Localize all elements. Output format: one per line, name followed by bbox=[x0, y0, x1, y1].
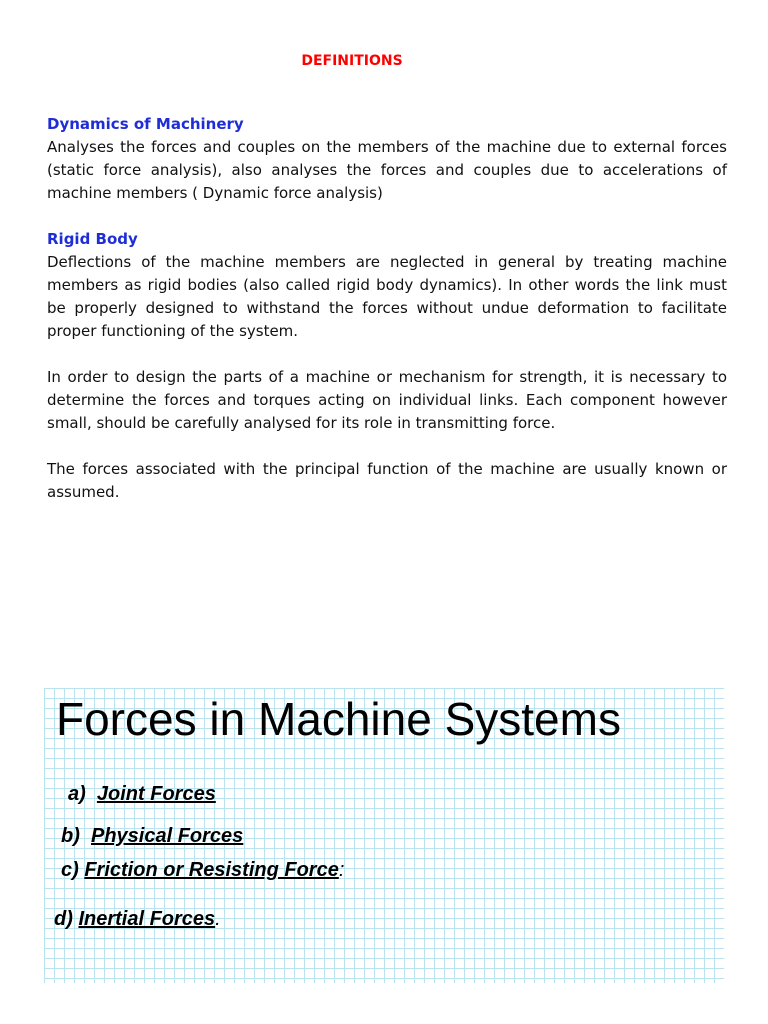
forces-slide bbox=[44, 688, 724, 983]
force-item-suffix: . bbox=[215, 908, 221, 930]
force-item-inertial bbox=[54, 908, 221, 931]
force-item-name: Friction or Resisting Force bbox=[84, 859, 339, 881]
force-item-friction bbox=[61, 859, 344, 882]
forces-title: Forces in Machine Systems bbox=[56, 693, 621, 745]
force-item-prefix: b) bbox=[61, 825, 91, 847]
section-heading: Rigid Body bbox=[47, 230, 138, 248]
section-body: Analyses the forces and couples on the members of the machine due to external forces (static force analysis), also analyses the forces and couples due to accelerations of machine members ( Dynamic force analysis) bbox=[47, 138, 727, 202]
force-item-physical bbox=[61, 825, 243, 848]
section-rigid-body bbox=[47, 228, 727, 343]
force-item-joint bbox=[68, 783, 216, 806]
paragraph: In order to design the parts of a machine or mechanism for strength, it is necessary to determine the forces and torques acting on individual links. Each component however small, should be carefully analysed for its role in transmitting force. bbox=[47, 368, 727, 432]
section-heading: Dynamics of Machinery bbox=[47, 115, 244, 133]
page-title: DEFINITIONS bbox=[301, 53, 403, 69]
force-item-name: Inertial Forces bbox=[78, 908, 216, 930]
force-item-suffix: : bbox=[338, 859, 345, 881]
force-item-prefix: a) bbox=[68, 783, 97, 805]
paragraph: The forces associated with the principal function of the machine are usually known or assumed. bbox=[47, 460, 727, 501]
section-body: Deflections of the machine members are neglected in general by treating machine members as rigid bodies (also called rigid body dynamics). In other words the link must be properly designed to withstand the forces without undue deformation to facilitate proper functioning of the system. bbox=[47, 253, 727, 340]
force-item-prefix: d) bbox=[54, 908, 79, 930]
force-item-prefix: c) bbox=[61, 859, 85, 881]
force-item-name: Physical Forces bbox=[91, 825, 244, 847]
force-item-name: Joint Forces bbox=[96, 783, 216, 805]
section-dynamics-of-machinery bbox=[47, 113, 727, 205]
